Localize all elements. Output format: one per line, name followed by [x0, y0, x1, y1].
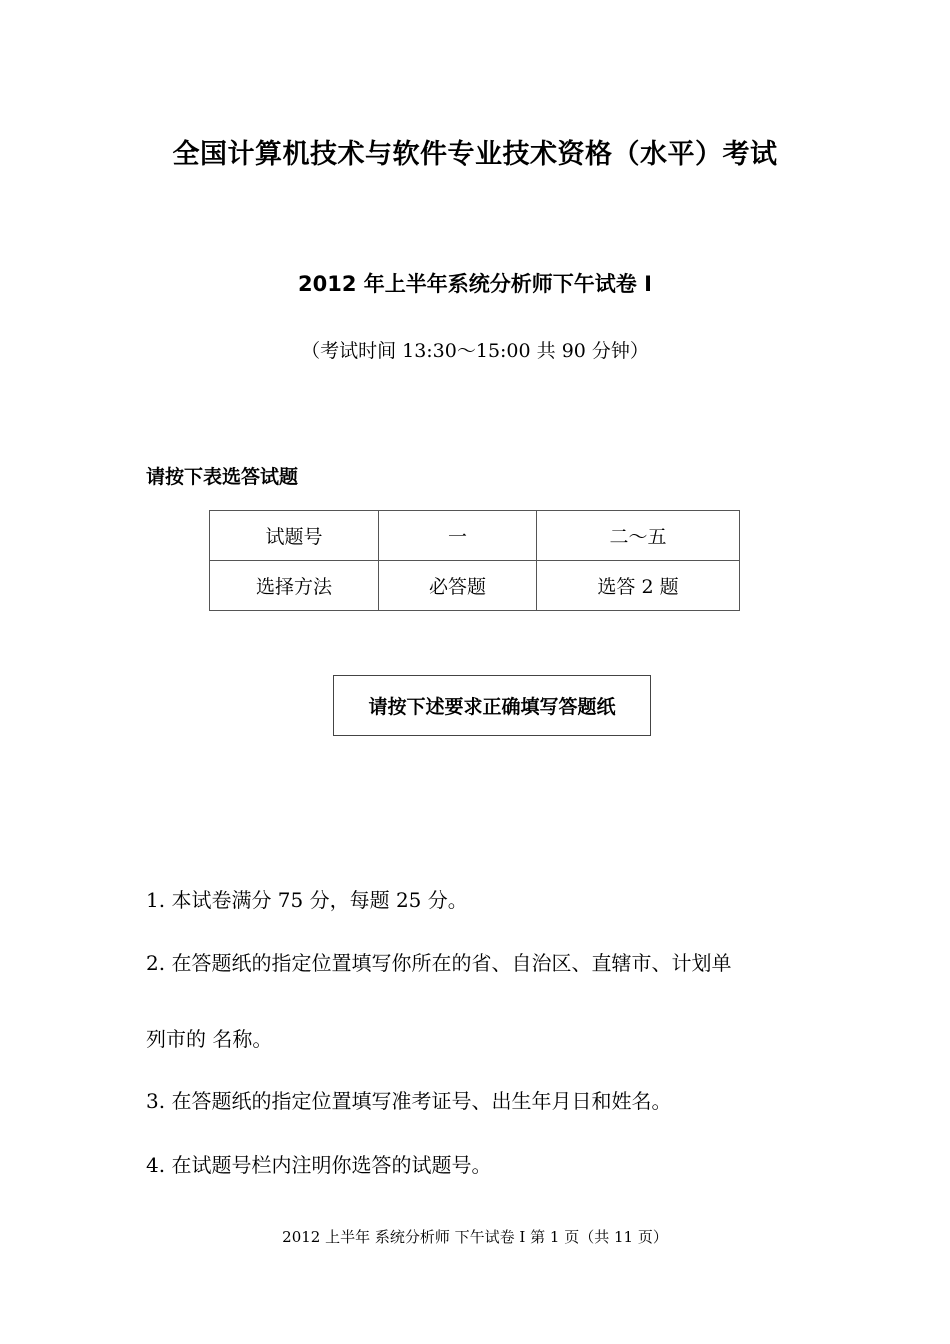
exam-title: 全国计算机技术与软件专业技术资格（水平）考试	[172, 139, 778, 170]
instruction-item: 1. 本试卷满分 75 分，每题 25 分。	[146, 888, 468, 912]
instruction-item: 3. 在答题纸的指定位置填写准考证号、出生年月日和姓名。	[146, 1089, 672, 1113]
paper-subtitle: 2012 年上半年系统分析师下午试卷 I	[298, 272, 652, 296]
exam-time-note: （考试时间 13:30～15:00 共 90 分钟）	[301, 340, 649, 362]
page-footer: 2012 上半年 系统分析师 下午试卷 I 第 1 页（共 11 页）	[282, 1228, 668, 1246]
selection-table	[209, 510, 740, 611]
instruction-item: 列市的 名称。	[146, 1027, 273, 1051]
instruction-item: 4. 在试题号栏内注明你选答的试题号。	[146, 1153, 492, 1177]
table-cell: 选择方法	[210, 561, 379, 611]
table-cell: 二～五	[537, 511, 740, 561]
table-row	[210, 511, 740, 561]
table-cell: 一	[379, 511, 537, 561]
selection-heading: 请按下表选答试题	[146, 466, 299, 488]
answer-sheet-notice: 请按下述要求正确填写答题纸	[333, 675, 651, 736]
instruction-item: 2. 在答题纸的指定位置填写你所在的省、自治区、直辖市、计划单	[146, 951, 732, 975]
table-cell: 试题号	[210, 511, 379, 561]
table-cell: 必答题	[379, 561, 537, 611]
table-cell: 选答 2 题	[537, 561, 740, 611]
table-row	[210, 561, 740, 611]
